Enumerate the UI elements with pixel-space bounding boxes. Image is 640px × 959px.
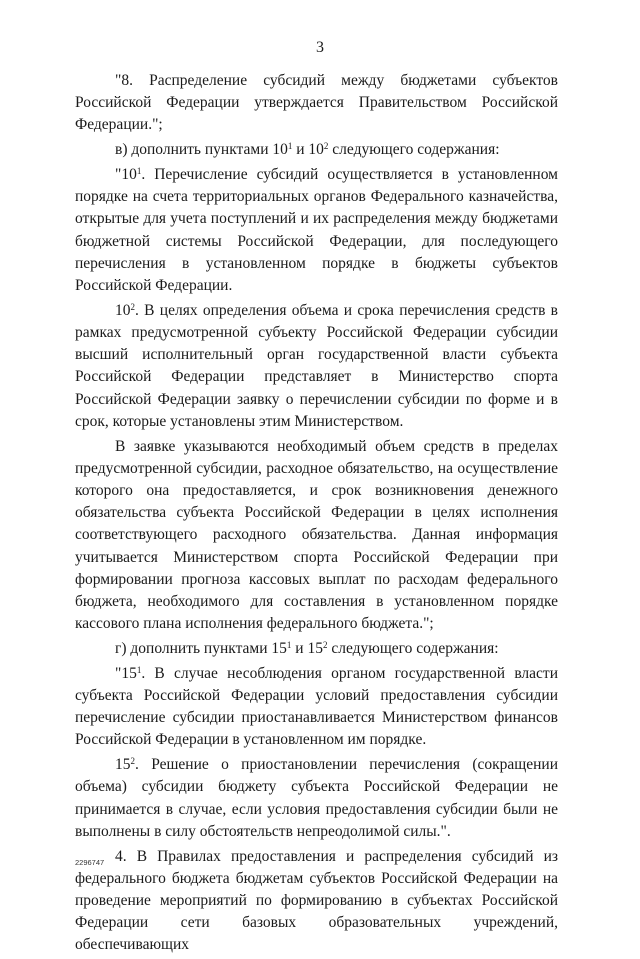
paragraph-text: 10 — [115, 301, 131, 319]
paragraph-text: 4. В Правилах предоставления и распределения субсидий из федерального бюджета бюджетам субъектов Российской Федерации на проведение мероприятий по формированию в субъектах Российской Федерации сети базовых образовательных учреждений, обеспечивающих — [75, 847, 558, 954]
paragraph-text: г) дополнить пунктами 15 — [115, 640, 287, 658]
paragraph — [75, 663, 558, 752]
superscript: 2 — [130, 756, 135, 767]
paragraph-text: В заявке указываются необходимый объем средств в пределах предусмотренной субсидии, расходное обязательство, на осуществление которого она предоставляется, и срок возникновения денежного обязательства субъекта Российской Федерации в целях исполнения соответствующего расходного обязательства. Данная информация учитывается Министерством спорта Российской Федерации при формировании прогноза кассовых выплат по расходам федерального бюджета, необходимого для составления в установленном порядке кассового плана исполнения федерального бюджета."; — [75, 437, 558, 633]
paragraph-text: . Перечисление субсидий осуществляется в установленном порядке на счета территориальных органов Федерального казначейства, открытые для учета поступлений и их распределения между бюджетами бюджетной системы Российской Федерации, для последующего перечисления в установленном порядке в бюджеты субъектов Российской Федерации. — [75, 166, 558, 295]
superscript: 1 — [286, 640, 292, 651]
paragraph-text: "15 — [115, 664, 137, 682]
paragraph-text: "8. Распределение субсидий между бюджетами субъектов Российской Федерации утверждается Правительством Российской Федерации."; — [75, 72, 558, 134]
paragraph-text: и 15 — [291, 640, 323, 658]
paragraph-text: и 10 — [292, 141, 324, 159]
superscript: 1 — [136, 166, 142, 176]
superscript: 2 — [130, 301, 135, 312]
paragraph-text: в) дополнить пунктами 10 — [115, 141, 288, 159]
paragraph-text: "10 — [115, 166, 137, 183]
paragraph — [75, 300, 558, 433]
paragraph — [75, 754, 558, 843]
paragraph — [75, 436, 558, 636]
paragraph — [75, 70, 558, 137]
paragraph-text: следующего содержания: — [327, 640, 499, 658]
paragraph-text: . В целях определения объема и срока перечисления средств в рамках предусмотренной субъекту Российской Федерации субсидии высший исполнительный орган государственной власти субъекта Российской Федерации представляет в Министерство спорта Российской Федерации заявку о перечислении субсидии по форме и в срок, которые установлены этим Министерством. — [75, 301, 558, 430]
superscript: 1 — [287, 141, 293, 152]
document-code: 2296747 — [75, 858, 105, 867]
paragraph — [75, 164, 558, 297]
page-number: 3 — [316, 39, 324, 56]
paragraph — [75, 638, 558, 660]
superscript: 2 — [322, 640, 328, 651]
superscript: 1 — [136, 664, 142, 675]
superscript: 2 — [323, 141, 329, 152]
paragraph — [75, 139, 558, 161]
paragraph-text: 15 — [115, 756, 131, 774]
paragraph — [75, 846, 558, 957]
document-body — [75, 70, 558, 959]
paragraph-text: . В случае несоблюдения органом государственной власти субъекта Российской Федерации условий предоставления субсидии перечисление субсидии приостанавливается Министерством финансов Российской Федерации в установленном им порядке. — [75, 664, 558, 749]
paragraph-text: . Решение о приостановлении перечисления (сокращении объема) субсидии бюджету субъекта Российской Федерации не принимается в случае, если условия предоставления субсидии были не выполнены в силу обстоятельств непреодолимой силы.". — [75, 756, 558, 840]
paragraph-text: следующего содержания: — [328, 141, 500, 159]
